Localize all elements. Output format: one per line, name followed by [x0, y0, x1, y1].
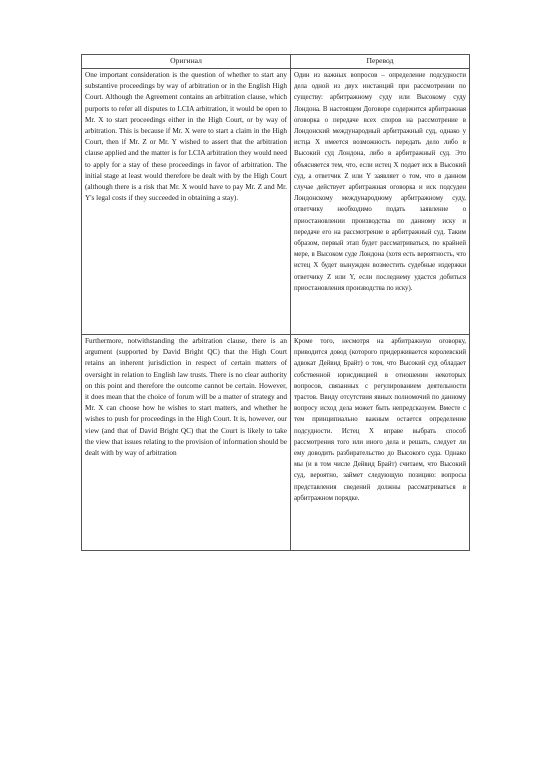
translation-paragraph: Кроме того, несмотря на арбитражную оговорку, приводится довод (которого придерживается королевский адвокат Дейвид Брайт) о том, что Высокий суд обладает собственной юрисдикцией в отношении некоторых вопросов, связанных с регулированием деятельности трастов. Ввиду отсутствия явных полномочий по данному вопросу исход дела может быть непредсказуем. Вместе с тем принципиально важным остается определение подсудности. Истец X вправе выбрать способ рассмотрения того или иного дела и решать, следует ли ему доводить разбирательство до Высокого суда. Однако мы (и в том числе Дейвид Брайт) считаем, что Высокий суд, вероятно, займет следующую позицию: вопросы представления сведений должны рассматриваться в арбитражном порядке. [294, 338, 466, 502]
original-cell [82, 69, 291, 335]
table-row [82, 335, 470, 551]
translation-cell [291, 69, 470, 335]
translation-cell [291, 335, 470, 551]
column-header-original: Оригинал [82, 55, 291, 69]
column-header-translation: Перевод [291, 55, 470, 69]
document-page [81, 54, 469, 551]
original-cell [82, 335, 291, 551]
original-paragraph: Furthermore, notwithstanding the arbitration clause, there is an argument (supported by David Bright QC) that the High Court retains an inherent jurisdiction in respect of certain matters of oversight in relation to English law trusts. There is no clear authority on this point and therefore the outcome cannot be certain. However, it does mean that the choice of forum will be a matter of strategy and Mr. X can choose how he wishes to start matters, and whether he wishes to push for proceedings in the High Court. It is, however, our view (and that of David Bright QC) that the Court is likely to take the view that issues relating to the provision of information should be dealt with by way of arbitration [85, 337, 287, 458]
original-paragraph: One important consideration is the question of whether to start any substantive proceedings by way of arbitration or in the English High Court. Although the Agreement contains an arbitration clause, which purports to refer all disputes to LCIA arbitration, it would be open to Mr. X to start proceedings either in the High Court, or by way of arbitration. This is because if Mr. X were to start a claim in the High Court, then if Mr. Z or Mr. Y wished to assert that the arbitration clause applied and the matter is for LCIA arbitration they would need to apply for a stay of these proceedings in favor of arbitration. The initial stage at least would therefore be dealt with by the High Court (although there is a risk that Mr. X would have to pay Mr. Z and Mr. Y's legal costs if they succeeded in obtaining a stay). [85, 71, 287, 203]
table-header-row [82, 55, 470, 69]
translation-paragraph: Один из важных вопросов – определение подсудности дела одной из двух инстанций при рассмотрении по существу: арбитражному суду или Высокому суду Лондона. В настоящем Договоре содержится арбитражная оговорка о передаче всех споров на рассмотрение в Лондонский международный арбитражный суд, однако у истца X имеется возможность передать дело либо в Высокий суд Лондона, либо в арбитражный суд. Это объясняется тем, что, если истец X подает иск в Высокий суд, а ответчик Z или Y заявляет о том, что в данном случае действует арбитражная оговорка и иск подсуден Лондонскому международному арбитражному суду, ответчику необходимо подать заявление о приостановлении производства по данному иску и передаче его на рассмотрение в арбитражный суд. Таким образом, первый этап будет рассматриваться, по крайней мере, в Высоком суде Лондона (хотя есть вероятность, что истец X будет вынужден возместить судебные издержки ответчику Z или Y, если последнему удастся добиться приостановления производства по иску). [294, 72, 466, 292]
table-row [82, 69, 470, 335]
parallel-translation-table [81, 54, 470, 551]
